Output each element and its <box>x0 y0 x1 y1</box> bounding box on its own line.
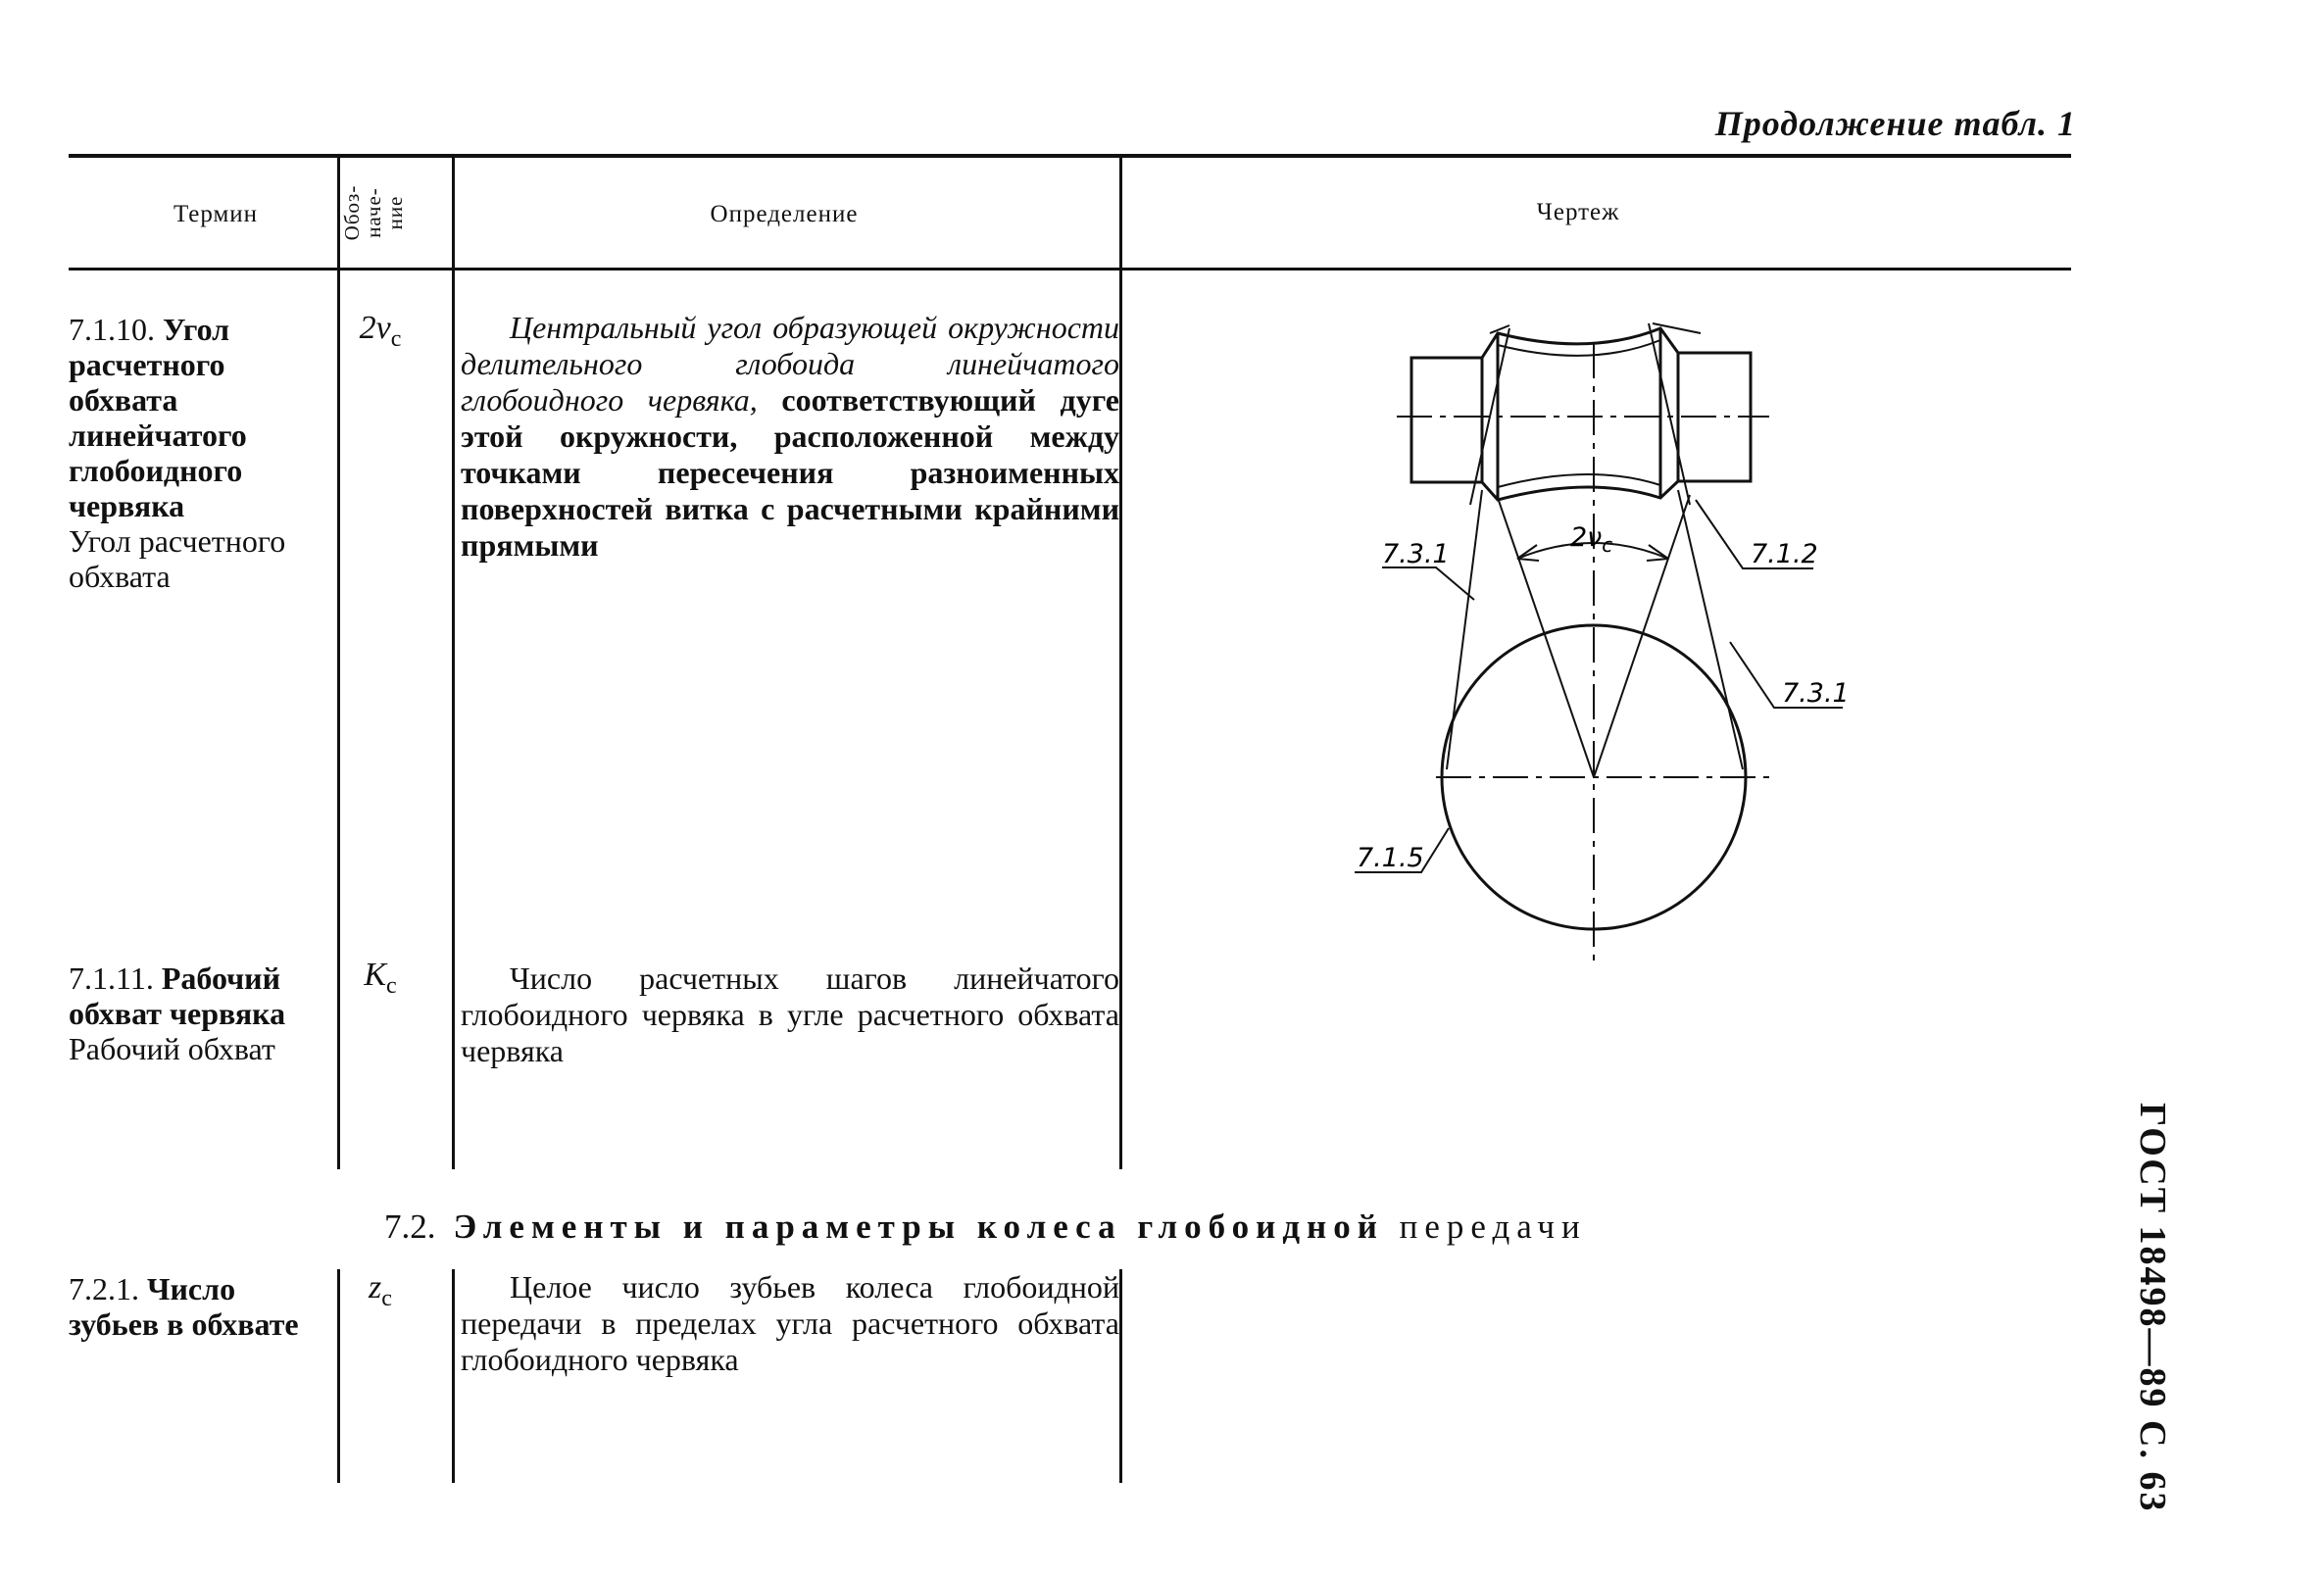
definition-italic: Центральный угол образующей окружности делительного глобоида линейчатого глобоидного червяка, <box>461 310 1119 418</box>
angle-label-sub: c <box>1602 533 1613 557</box>
worm-inner-curve-bottom <box>1498 474 1660 487</box>
tangent-line-left <box>1447 490 1482 769</box>
term-short: Угол расчетного обхвата <box>69 523 286 594</box>
symbol-main: z <box>369 1269 382 1305</box>
term-number: 7.2.1. <box>69 1271 139 1306</box>
definition-rest: соответствующий дуге этой окружности, расположенной между точками пересечения разноименных поверхностей витка с расчетными крайними прямыми <box>461 382 1120 563</box>
leader-731-left <box>1382 567 1474 600</box>
side-gost-text: ГОСТ 18498—89 С. 63 <box>2132 1103 2173 1513</box>
continuation-label: Продолжение табл. 1 <box>1714 104 2076 143</box>
label-731-left: 7.3.1 <box>1382 539 1450 569</box>
header-drawing: Чертеж <box>1536 199 1620 225</box>
symbol-sub: c <box>381 1285 392 1311</box>
worm-helix-right <box>1649 323 1690 505</box>
header-definition: Определение <box>710 201 859 227</box>
header-symbol-text: Обоз- наче- ние <box>340 184 407 241</box>
term-number: 7.1.10. <box>69 312 155 347</box>
angle-label <box>1570 522 1612 557</box>
term-number: 7.1.11. <box>69 960 154 996</box>
symbol-sub: c <box>390 325 402 352</box>
term-title: Рабочий обхват червяка <box>69 960 286 1031</box>
term-title: Угол расчетного обхвата линейчатого глобоидного червяка <box>69 312 247 523</box>
label-731-right: 7.3.1 <box>1782 678 1850 709</box>
label-712: 7.1.2 <box>1751 539 1818 569</box>
label-715: 7.1.5 <box>1357 843 1424 873</box>
definition-7-1-11: Число расчетных шагов линейчатого глобоидного червяка в угле расчетного обхвата червяка <box>461 960 1119 1068</box>
term-short: Рабочий обхват <box>69 1031 275 1066</box>
term-title: Число зубьев в обхвате <box>69 1271 299 1342</box>
section-number: 7.2. <box>384 1207 436 1246</box>
angle-label-main: 2ν <box>1570 522 1603 553</box>
worm-tip-left <box>1490 325 1509 333</box>
symbol-sub: c <box>386 972 397 999</box>
worm-left-shaft <box>1411 358 1482 482</box>
symbol-main: K <box>364 957 387 993</box>
definition-7-2-1: Целое число зубьев колеса глобоидной передачи в пределах угла расчетного обхвата глобоидного червяка <box>461 1269 1119 1377</box>
tangent-line-right <box>1678 490 1743 769</box>
header-term: Термин <box>173 201 259 227</box>
section-title-end: передачи <box>1399 1207 1587 1246</box>
section-title-text: Элементы и параметры колеса глобоидной <box>453 1207 1384 1246</box>
symbol-main: 2ν <box>359 310 391 346</box>
worm-body-top <box>1482 328 1678 358</box>
